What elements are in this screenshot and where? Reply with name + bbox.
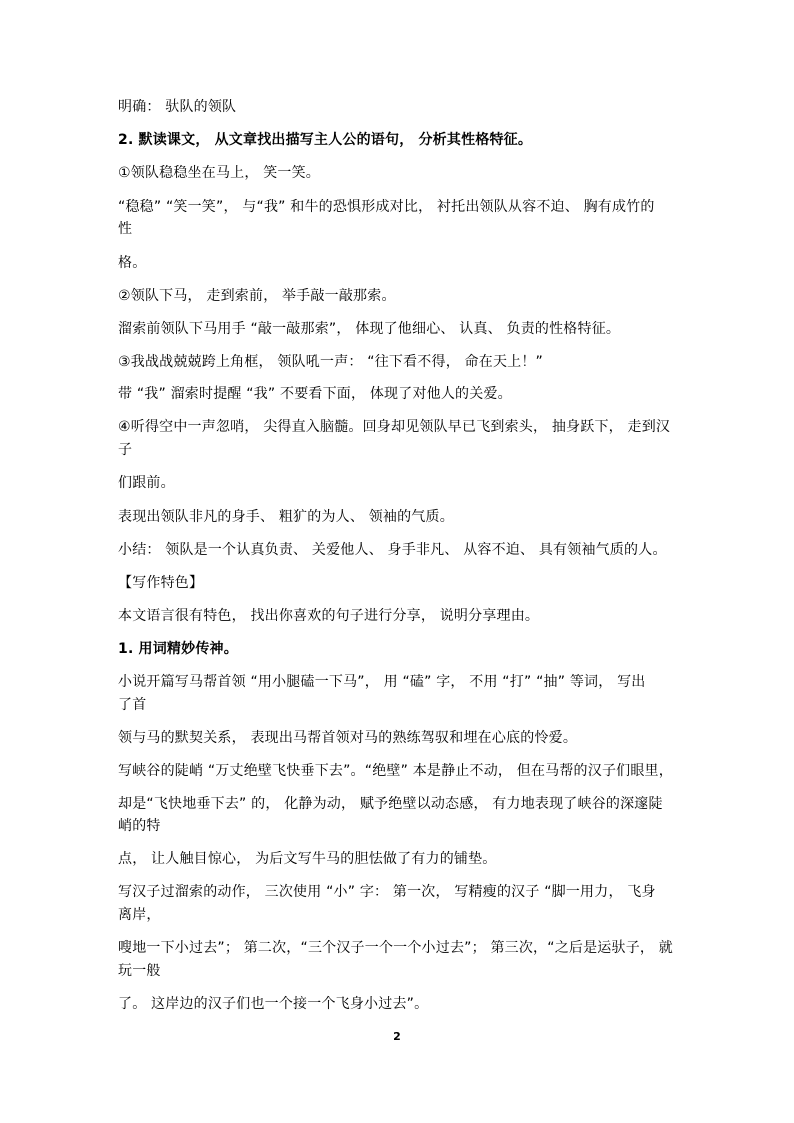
text-line-30: 了。 这岸边的汉子们也一个接一个飞身小过去”。	[118, 996, 429, 1012]
text-line-10: 带 “我” 溜索时提醒 “我” 不要看下面， 体现了对他人的关爱。	[118, 386, 512, 402]
text-line-21: 领与马的默契关系， 表现出马帮首领对马的熟练驾驭和埋在心底的怜爱。	[118, 730, 578, 746]
text-line-11: ④听得空中一声忽哨， 尖得直入脑髓。回身却见领队早已飞到索头， 抽身跃下， 走到汉	[118, 419, 671, 435]
text-line-12: 子	[118, 442, 133, 458]
text-line-16: 【写作特色】	[118, 575, 204, 591]
text-line-9: ③我战战兢兢跨上角框， 领队吼一声： “往下看不得， 命在天上！”	[118, 354, 544, 370]
text-line-14: 表现出领队非凡的身手、 粗犷的为人、 领袖的气质。	[118, 509, 454, 525]
text-line-4: “稳稳” “笑一笑”， 与“我” 和牛的恐惧形成对比， 衬托出领队从容不迫、 胸有成竹的	[118, 199, 655, 215]
page-number: 2	[393, 1030, 401, 1043]
text-line-17: 本文语言很有特色， 找出你喜欢的句子进行分享， 说明分享理由。	[118, 608, 540, 624]
text-line-18: 1. 用词精妙传神。	[118, 641, 238, 657]
text-line-27: 离岸，	[118, 907, 161, 923]
text-line-2: 2. 默读课文， 从文章找出描写主人公的语句， 分析其性格特征。	[118, 132, 533, 148]
text-line-5: 性	[118, 221, 133, 237]
text-line-3: ①领队稳稳坐在马上， 笑一笑。	[118, 165, 321, 181]
text-line-29: 玩一般	[118, 963, 161, 979]
text-line-23: 却是“飞快地垂下去” 的， 化静为动， 赋予绝壁以动态感， 有力地表现了峡谷的深邃陡	[118, 796, 663, 812]
text-line-1: 明确： 驮队的领队	[118, 99, 237, 115]
text-line-25: 点， 让人触目惊心， 为后文写牛马的胆怯做了有力的铺垫。	[118, 851, 497, 867]
text-line-6: 格。	[118, 255, 147, 271]
text-line-20: 了首	[118, 697, 147, 713]
text-line-24: 峭的特	[118, 818, 161, 834]
text-line-8: 溜索前领队下马用手 “敲一敲那索”， 体现了他细心、 认真、 负责的性格特征。	[118, 321, 621, 337]
text-line-22: 写峡谷的陡峭 “万丈绝壁飞快垂下去”。“绝壁” 本是静止不动， 但在马帮的汉子们眼里，	[118, 763, 673, 779]
text-line-13: 们跟前。	[118, 475, 175, 491]
text-line-19: 小说开篇写马帮首领 “用小腿磕一下马”， 用 “磕” 字， 不用 “打” “抽” 等词， 写出	[118, 674, 646, 690]
text-line-7: ②领队下马， 走到索前， 举手敲一敲那索。	[118, 288, 396, 304]
text-line-26: 写汉子过溜索的动作， 三次使用 “小” 字： 第一次， 写精瘦的汉子 “脚一用力， 飞身	[118, 884, 656, 900]
text-line-28: 嗖地一下小过去”； 第二次，“三个汉子一个一个小过去”； 第三次，“之后是运驮子， 就	[118, 940, 673, 956]
text-line-15: 小结： 领队是一个认真负责、 关爱他人、 身手非凡、 从容不迫、 具有领袖气质的人。	[118, 542, 667, 558]
